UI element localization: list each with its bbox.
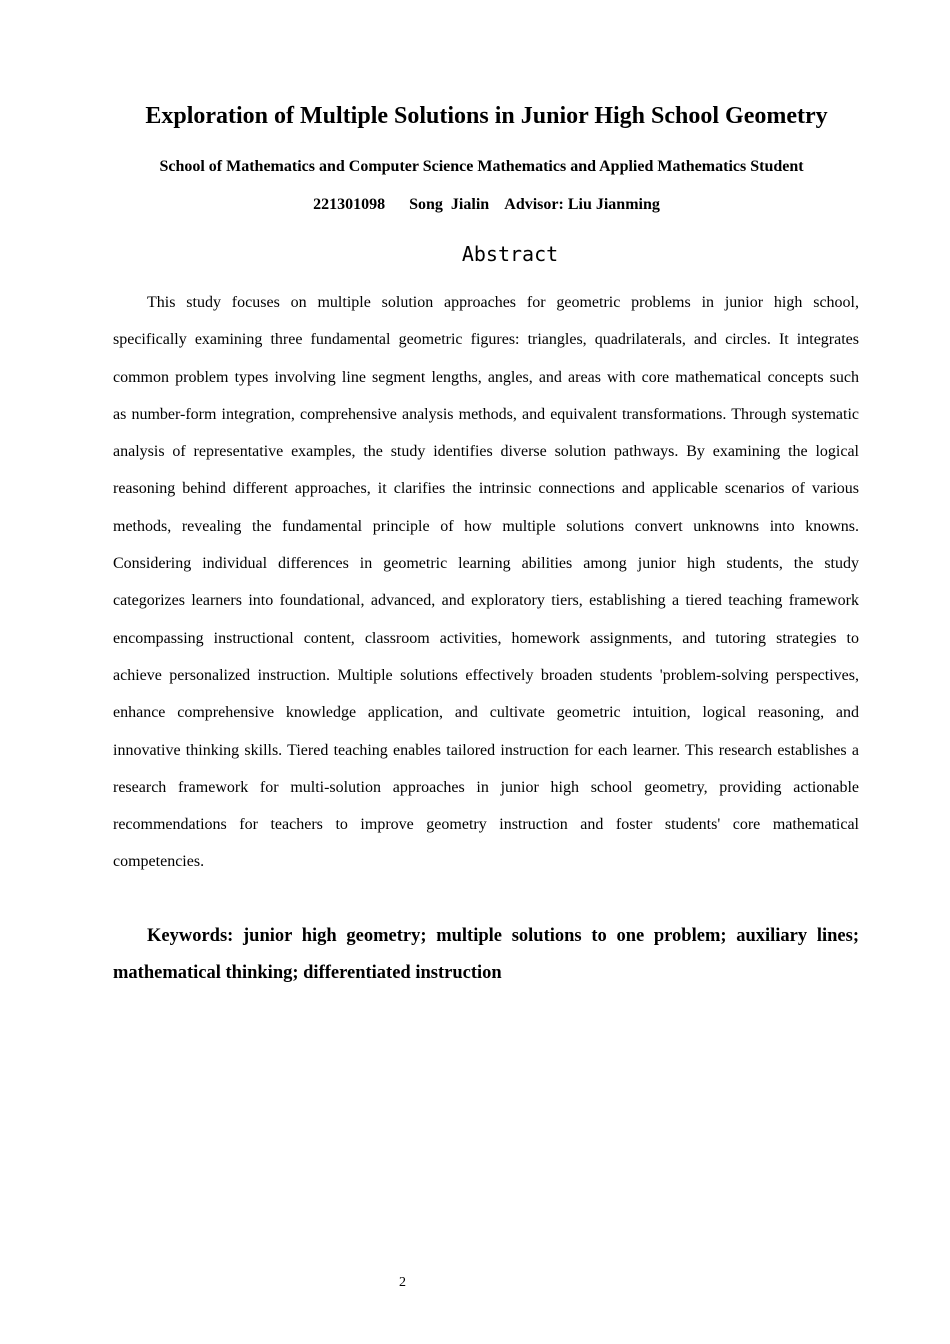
keywords: Keywords: junior high geometry; multiple solutions to one problem; auxiliary lines; mathematical thinking; differentiated instruction xyxy=(113,926,859,983)
author-affiliation: School of Mathematics and Computer Science Mathematics and Applied Mathematics Student xyxy=(159,158,804,175)
page-number: 2 xyxy=(399,1275,406,1290)
author-and-advisor: 221301098 Song Jialin Advisor: Liu Jianming xyxy=(313,196,660,213)
paper-title: Exploration of Multiple Solutions in Junior High School Geometry xyxy=(145,103,828,129)
abstract-heading: Abstract xyxy=(461,242,559,266)
abstract-body: This study focuses on multiple solution approaches for geometric problems in junior high school, specifically examining three fundamental geometric figures: triangles, quadrilaterals, and circles. It integrates common problem types involving line segment lengths, angles, and areas with core mathematical concepts such as number-form integration, comprehensive analysis methods, and equivalent transformations. Through systematic analysis of representative examples, the study identifies diverse solution pathways. By examining the logical reasoning behind different approaches, it clarifies the intrinsic connections and applicable scenarios of various methods, revealing the fundamental principle of how multiple solutions convert unknowns into knowns. Considering individual differences in geometric learning abilities among junior high students, the study categorizes learners into foundational, advanced, and exploratory tiers, establishing a tiered teaching framework encompassing instructional content, classroom activities, homework assignments, and tutoring strategies to achieve personalized instruction. Multiple solutions effectively broaden students 'problem-solving perspectives, enhance comprehensive knowledge application, and cultivate geometric intuition, logical reasoning, and innovative thinking skills. Tiered teaching enables tailored instruction for each learner. This research establishes a research framework for multi-solution approaches in junior high school geometry, providing actionable recommendations for teachers to improve geometry instruction and foster students' core mathematical competencies. xyxy=(113,294,859,871)
